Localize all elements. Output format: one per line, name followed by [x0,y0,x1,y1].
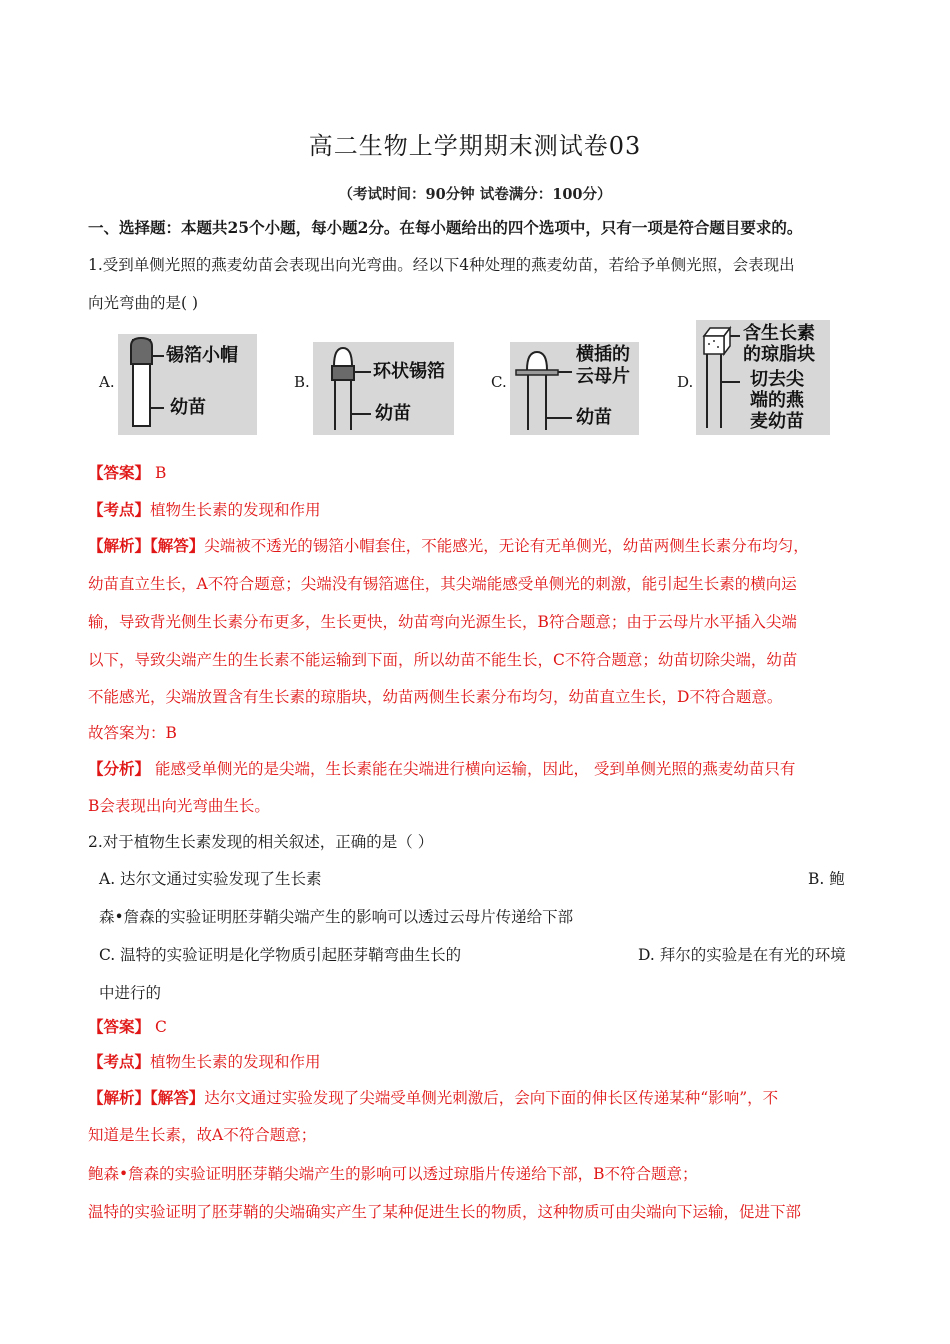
option-c-label-mica-1: 横插的 [576,344,630,365]
q1-summary-line2: B会表现出向光弯曲生长。 [88,797,270,815]
option-d-figure [696,320,830,435]
q1-stem-line2: 向光弯曲的是( ) [88,294,199,312]
q1-stem-line1: 1.受到单侧光照的燕麦幼苗会表现出向光弯曲。经以下4种处理的燕麦幼苗，若给予单侧光照，会表现出 [88,256,795,274]
q2-analysis-line1: 【解析】【解答】达尔文通过实验发现了尖端受单侧光刺激后，会向下面的伸长区传递某种“影响”，不 [88,1088,779,1107]
option-a-figure [118,334,257,435]
q1-knowledge-point: 【考点】植物生长素的发现和作用 [88,500,321,519]
option-a-label-seedling: 幼苗 [170,397,206,418]
q2-option-c: C. 温特的实验证明是化学物质引起胚芽鞘弯曲生长的 [99,946,462,964]
q2-option-b-tail: 森•詹森的实验证明胚芽鞘尖端产生的影响可以透过云母片传递给下部 [99,908,574,926]
q2-analysis-line4: 温特的实验证明了胚芽鞘的尖端确实产生了某种促进生长的物质，这种物质可由尖端向下运输，促进下部 [88,1203,802,1221]
option-b-letter: B. [294,373,310,391]
page-title: 高二生物上学期期末测试卷03 [308,132,642,160]
q1-analysis-line2: 幼苗直立生长，A不符合题意；尖端没有锡箔遮住，其尖端能感受单侧光的刺激，能引起生长素的横向运 [88,575,797,593]
option-c-letter: C. [491,373,507,391]
q2-option-d-tail: 中进行的 [99,984,162,1002]
q2-answer: 【答案】 C [88,1017,167,1036]
option-b-figure [313,342,454,435]
q1-answer: 【答案】 B [88,463,167,482]
option-d-label-agar-1: 含生长素 [743,323,815,344]
option-b-label-ring: 环状锡箔 [373,361,445,382]
q2-knowledge-point: 【考点】植物生长素的发现和作用 [88,1052,321,1071]
option-d-label-agar-2: 的琼脂块 [743,344,815,365]
option-d-letter: D. [677,373,694,391]
option-a-letter: A. [99,373,115,391]
q2-analysis-line2: 知道是生长素，故A不符合题意； [88,1126,317,1144]
q1-analysis-line3: 输，导致背光侧生长素分布更多，生长更快，幼苗弯向光源生长，B符合题意；由于云母片水平插入尖端 [88,613,797,631]
q2-option-d-head: D. 拜尔的实验是在有光的环境 [638,946,846,964]
q2-stem: 2.对于植物生长素发现的相关叙述，正确的是（ ） [88,833,434,851]
q1-final-answer: 故答案为：B [88,724,177,742]
q1-analysis-line5: 不能感光，尖端放置含有生长素的琼脂块，幼苗两侧生长素分布均匀，幼苗直立生长，D不符合题意。 [88,688,783,706]
option-b-label-seedling: 幼苗 [375,403,411,424]
option-d-label-cut-2: 端的燕 [750,390,804,411]
q2-option-b-head: B. 鲍 [808,870,845,888]
q2-option-a: A. 达尔文通过实验发现了生长素 [99,870,322,888]
q2-analysis-line3: 鲍森•詹森的实验证明胚芽鞘尖端产生的影响可以透过琼脂片传递给下部，B不符合题意； [88,1165,698,1183]
option-d-label-cut-1: 切去尖 [750,369,804,390]
option-d-label-cut-3: 麦幼苗 [750,411,804,432]
section-heading: 一、选择题：本题共25个小题，每小题2分。在每小题给出的四个选项中，只有一项是符合题目要求的。 [88,218,803,237]
exam-info: （考试时间：90分钟 试卷满分：100分） [338,186,612,203]
q1-figure-options [0,323,950,437]
q1-analysis-line4: 以下，导致尖端产生的生长素不能运输到下面，所以幼苗不能生长，C不符合题意；幼苗切除尖端，幼苗 [88,651,798,669]
option-c-label-mica-2: 云母片 [576,366,630,387]
option-c-label-seedling: 幼苗 [576,407,612,428]
q1-summary-line1: 【分析】 能感受单侧光的是尖端，生长素能在尖端进行横向运输，因此， 受到单侧光照的燕麦幼苗只有 [88,759,796,778]
option-c-figure [510,342,639,435]
option-a-label-cap: 锡箔小帽 [166,345,238,366]
q1-analysis-line1: 【解析】【解答】尖端被不透光的锡箔小帽套住，不能感光，无论有无单侧光，幼苗两侧生长素分布均匀， [88,536,809,555]
